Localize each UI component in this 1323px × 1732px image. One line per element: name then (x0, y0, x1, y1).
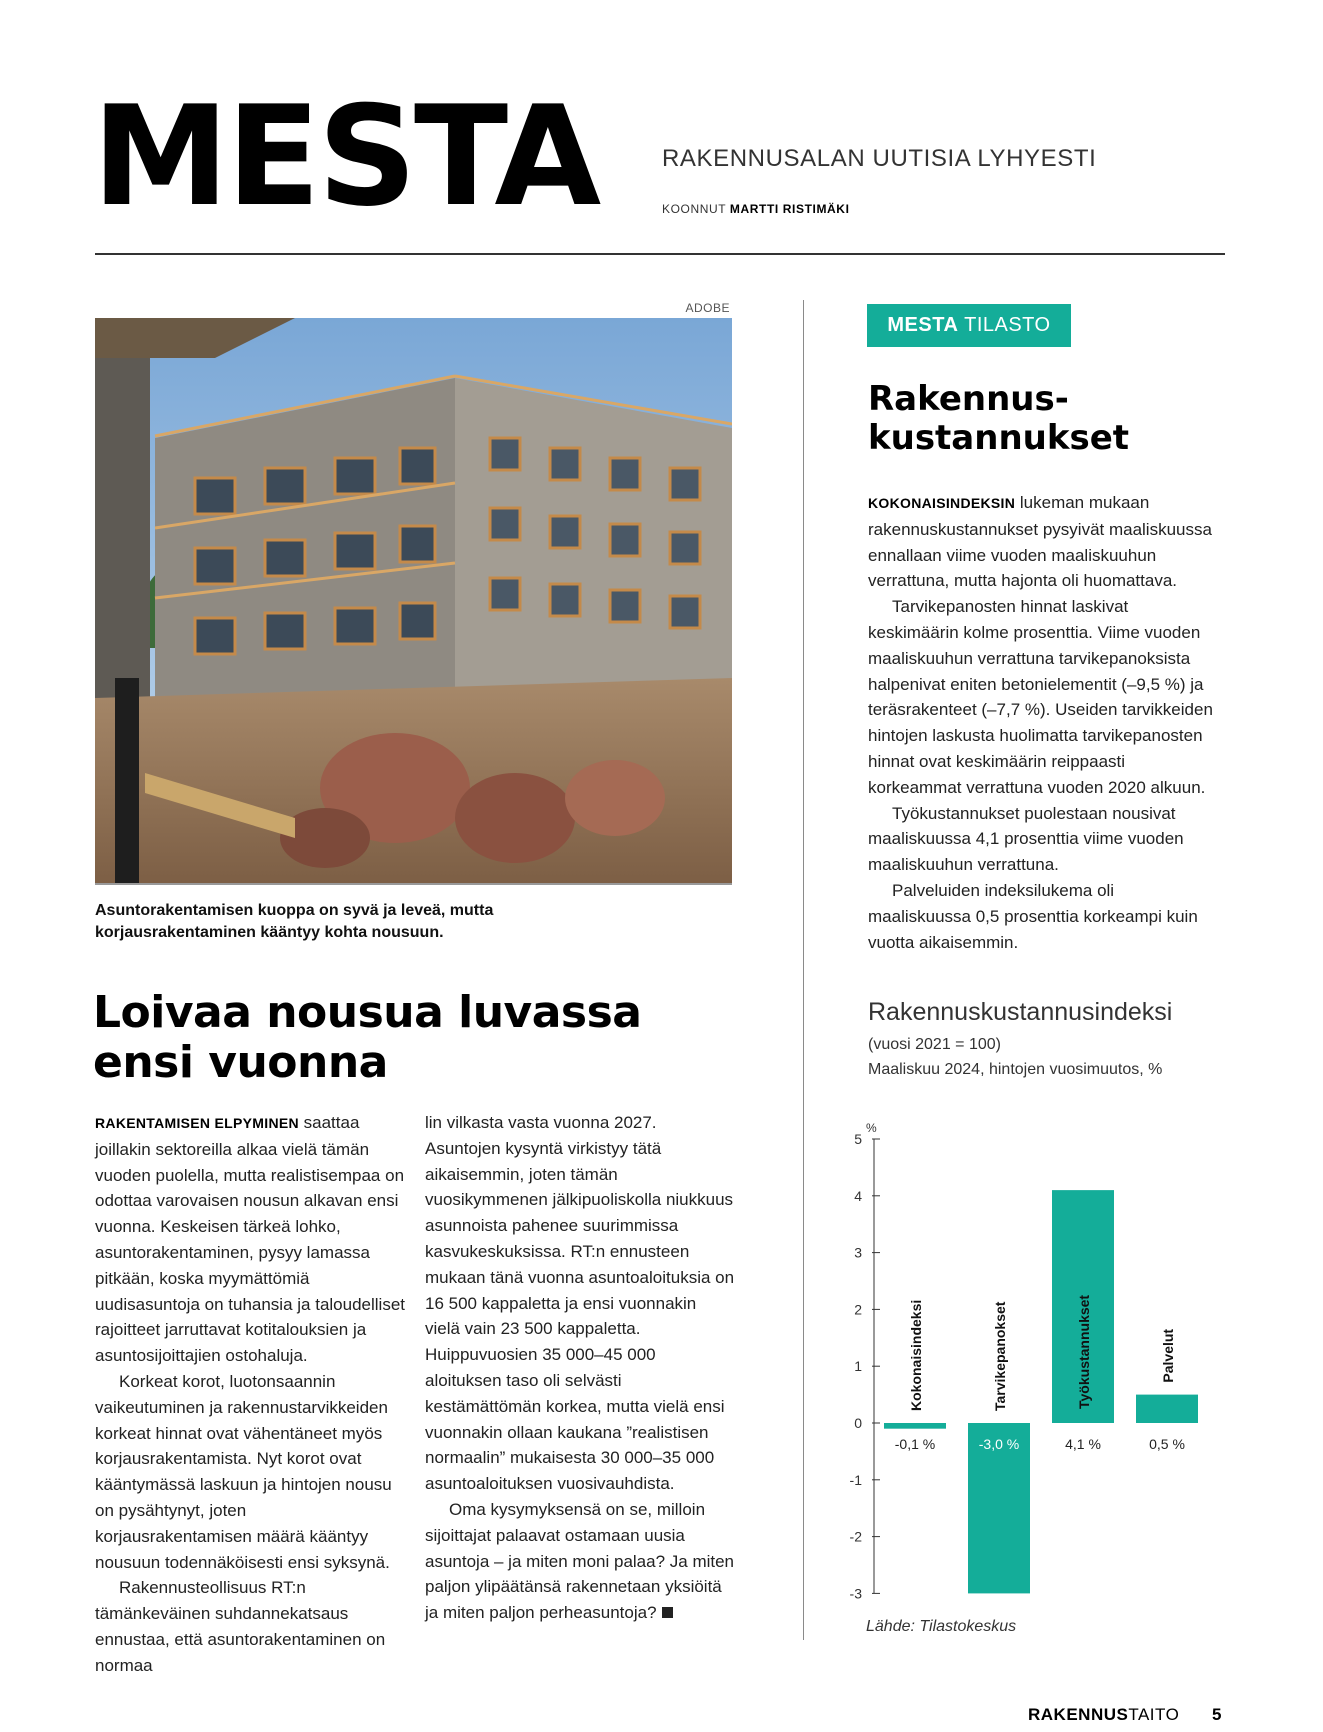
article-lead: RAKENTAMISEN ELPYMINEN (95, 1115, 299, 1131)
photo-credit: ADOBE (685, 301, 730, 315)
article-paragraph: Korkeat korot, luotonsaannin vaikeutuminen ja rakennustarvikkeiden korkeat hinnat ovat vähentäneet myös korjausrakentamista. Nyt korot ovat kääntymässä laskuun ja hintojen nousu on pysähtynyt, joten korjausrakentamisen määrä kääntyy nousuun todennäköisesti ensi syksynä. (95, 1371, 392, 1572)
photo-caption: Asuntorakentamisen kuoppa on syvä ja leveä, mutta korjausrakentaminen kääntyy kohta nousuun. (95, 902, 494, 941)
byline-name: MARTTI RISTIMÄKI (729, 202, 850, 216)
sidebar-title: Rakennus-kustannukset (868, 379, 1130, 458)
article-paragraph: RAKENTAMISEN ELPYMINEN saattaa joillakin sektoreilla alkaa vielä tämän vuoden puolella, mutta realistisempaa on odottaa varovaisen nousun alkavan ensi vuonna. Keskeisen tärkeä lohko, asuntorakentaminen, pysyy lamassa pitkään, koska myymättömiä uudisasuntoja on tuhansia ja taloudelliset rajoitteet jarruttavat kotitalouksien ja asuntosijoittajien ostohaluja. (95, 1113, 406, 1366)
sidebar-paragraph: Työkustannukset puolestaan nousivat maaliskuussa 4,1 prosenttia viime vuoden maaliskuuhun verrattuna. (868, 803, 1184, 875)
sidebar-paragraph: KOKONAISINDEKSIN lukeman mukaan rakennuskustannukset pysyivät maaliskuussa ennallaan viime vuoden maaliskuuhun verrattuna, mutta hajonta oli huomattava. (868, 493, 1212, 591)
article-column-1 (95, 1110, 405, 1679)
y-tick-label: 4 (854, 1187, 862, 1204)
tagline: RAKENNUSALAN UUTISIA LYHYESTI (662, 145, 1097, 172)
category-label: Tarvikepanokset (992, 1301, 1008, 1411)
y-tick-label: -3 (849, 1585, 862, 1602)
category-label: Palvelut (1160, 1328, 1176, 1383)
header-divider (95, 253, 1225, 255)
article-headline: Loivaa nousua luvassa ensi vuonna (93, 987, 642, 1088)
value-label: -0,1 % (894, 1436, 936, 1452)
article-paragraph: Rakennusteollisuus RT:n tämänkeväinen suhdannekatsaus ennustaa, että asuntorakentaminen on normaa (95, 1578, 386, 1675)
y-tick-label: -2 (849, 1528, 862, 1545)
y-tick-label: 5 (854, 1131, 862, 1147)
sidebar-paragraph: Tarvikepanosten hinnat laskivat keskimäärin kolme prosenttia. Viime vuoden maaliskuuhun verrattuna tarvikepanoksista halpenivat eniten betonielementit (–9,5 %) ja teräsrakenteet (–7,7 %). Useiden tarvikkeiden hintojen laskusta huolimatta tarvikepanosten hinnat ovat keskimäärin reippaasti korkeammat verrattuna vuoden 2020 alkuun. (868, 597, 1213, 797)
chart-subtitle: (vuosi 2021 = 100) Maaliskuu 2024, hintojen vuosimuutos, % (868, 1036, 1163, 1078)
byline-prefix: KOONNUT (662, 202, 726, 216)
construction-photo (95, 318, 732, 885)
byline (662, 202, 850, 216)
sidebar-lead: KOKONAISINDEKSIN (868, 495, 1016, 511)
article-column-2 (425, 1110, 735, 1626)
value-label: 0,5 % (1149, 1436, 1185, 1452)
page-number: 5 (1212, 1705, 1222, 1724)
y-tick-label: 1 (854, 1358, 862, 1375)
y-tick-label: 0 (854, 1415, 862, 1431)
sidebar-body (868, 490, 1220, 955)
y-tick-label: -1 (849, 1471, 862, 1488)
section-badge: MESTA TILASTO (867, 304, 1071, 347)
sidebar-paragraph: Palveluiden indeksilukema oli maaliskuussa 0,5 prosenttia korkeampi kuin vuotta aikaisemmin. (868, 880, 1198, 952)
chart-source: Lähde: Tilastokeskus (866, 1618, 1017, 1635)
footer-brand: RAKENNUSTAITO (1028, 1705, 1180, 1724)
y-tick-label: 3 (854, 1244, 862, 1261)
column-divider (803, 300, 804, 1640)
article-paragraph: Oma kysymyksensä on se, milloin sijoittajat palaavat ostamaan uusia asuntoja – ja miten moni palaa? Ja miten paljon ylipäätänsä rakennetaan yksiöitä ja miten paljon perheasuntoja? (425, 1499, 735, 1623)
masthead: MESTA (92, 76, 599, 237)
category-label: Kokonaisindeksi (908, 1299, 924, 1411)
value-label: -3,0 % (978, 1436, 1020, 1452)
category-label: Työkustannukset (1076, 1294, 1092, 1409)
y-tick-label: 2 (854, 1301, 862, 1318)
article-paragraph: lin vilkasta vasta vuonna 2027. Asuntojen kysyntä virkistyy tätä aikaisemmin, joten tämän vuosikymmenen jälkipuoliskolla niukkuus asunnoista pahenee suurimmissa kasvukeskuksissa. RT:n ennusteen mukaan tänä vuonna asuntoaloituksia on 16 500 kappaletta ja ensi vuonnakin vielä vain 23 500 kappaletta. Huippuvuosien 35 000–45 000 aloituksen taso oli selvästi kestämättömän korkea, mutta vielä ensi vuonnakin ollaan kaukana ”realistisen normaalin” mukaisesta 30 000–35 000 asuntoaloituksen vuosivauhdista. (425, 1113, 735, 1494)
y-axis-unit-label: % (866, 1121, 877, 1135)
chart-bar (884, 1423, 946, 1429)
chart-bar (1136, 1395, 1198, 1423)
value-label: 4,1 % (1065, 1436, 1101, 1452)
chart-title: Rakennuskustannusindeksi (868, 998, 1173, 1026)
end-mark-icon (662, 1607, 673, 1618)
index-bar-chart (840, 1110, 1220, 1610)
